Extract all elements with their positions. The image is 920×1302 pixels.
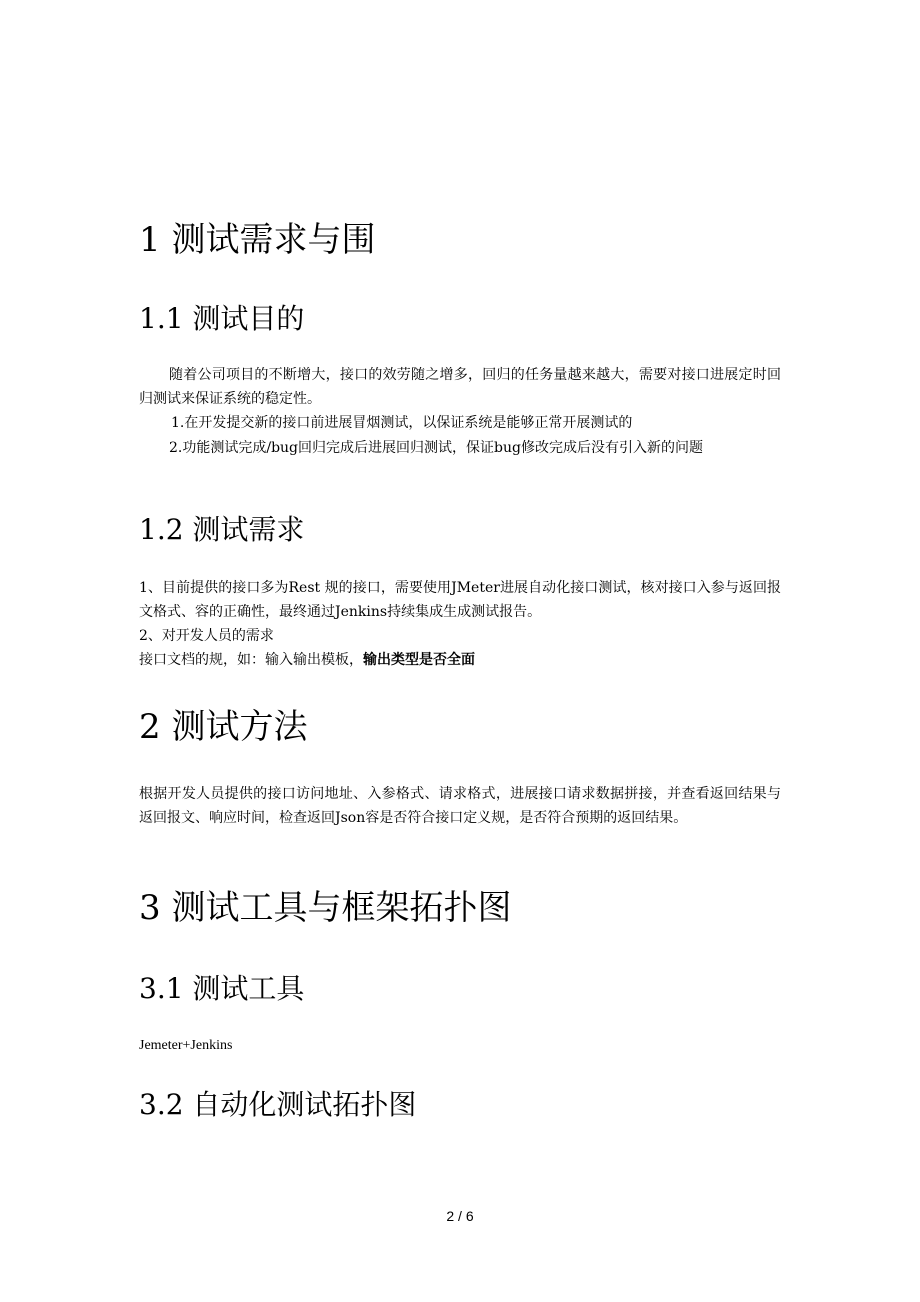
page-number: 2 / 6 xyxy=(446,1208,474,1224)
section-2-paragraph: 根据开发人员提供的接口访问地址、入参格式、请求格式，进展接口请求数据拼接，并查看返回结果与返回报文、响应时间，检查返回Json容是否符合接口定义规，是否符合预期的返回结果。 xyxy=(139,786,781,826)
section-1-2-item-2: 2、对开发人员的需求 xyxy=(139,628,274,644)
section-1-2-doc-line xyxy=(139,648,475,672)
section-3-2-heading: 3.2 自动化测试拓扑图 xyxy=(139,1088,417,1121)
section-1-1-heading: 1.1 测试目的 xyxy=(139,302,305,335)
section-1-1-item-2: 2.功能测试完成/bug回归完成后进展回归测试，保证bug修改完成后没有引入新的问题 xyxy=(169,440,703,456)
section-1-1-item-1: 1.在开发提交新的接口前进展冒烟测试，以保证系统是能够正常开展测试的 xyxy=(171,415,633,431)
doc-line-bold-text: 输出类型是否全面 xyxy=(363,652,475,668)
section-1-1-paragraph: 随着公司项目的不断增大，接口的效劳随之增多，回归的任务量越来越大，需要对接口进展定时回归测试来保证系统的稳定性。 xyxy=(139,367,781,407)
section-1-heading: 1 测试需求与围 xyxy=(139,220,376,260)
section-2-heading: 2 测试方法 xyxy=(139,707,308,747)
section-3-heading: 3 测试工具与框架拓扑图 xyxy=(139,888,512,928)
section-1-2-heading: 1.2 测试需求 xyxy=(139,513,305,546)
doc-line-normal-text: 接口文档的规，如：输入输出模板， xyxy=(139,652,363,668)
section-1-2-paragraph: 1、目前提供的接口多为Rest 规的接口，需要使用JMeter进展自动化接口测试，核对接口入参与返回报文格式、容的正确性，最终通过Jenkins持续集成生成测试报告。 xyxy=(139,580,781,620)
section-3-1-text: Jemeter+Jenkins xyxy=(139,1038,233,1053)
section-3-1-heading: 3.1 测试工具 xyxy=(139,972,305,1005)
